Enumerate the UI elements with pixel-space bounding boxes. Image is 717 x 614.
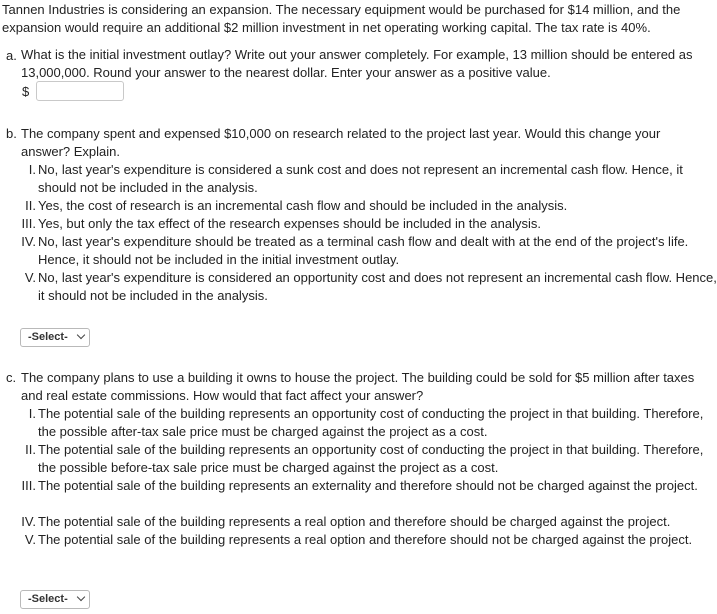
option-number: V.: [24, 270, 36, 285]
currency-symbol: $: [22, 84, 30, 99]
question-c-label: c.: [6, 370, 17, 385]
option-number: III.: [21, 478, 36, 493]
option-text: The potential sale of the building represents a real option and therefore should be charged against the project.: [38, 514, 671, 529]
initial-investment-input[interactable]: [36, 81, 124, 101]
select-value: -Select-: [28, 331, 68, 343]
option-number: IV.: [21, 234, 36, 249]
select-value: -Select-: [28, 593, 68, 605]
option-text: Yes, the cost of research is an incremental cash flow and should be included in the analysis.: [38, 198, 568, 213]
answer-b-select[interactable]: [20, 328, 90, 347]
question-b-label: b.: [6, 126, 17, 141]
option-text: The potential sale of the building represents an opportunity cost of conducting the project in that building. Therefore, the possible before-tax sale price must be charged against the project as a cost.: [38, 442, 704, 475]
question-b-text: The company spent and expensed $10,000 on research related to the project last year. Would this change your answer? Explain.: [21, 126, 661, 159]
answer-c-select[interactable]: [20, 590, 90, 609]
chevron-down-icon: [77, 331, 85, 339]
option-number: IV.: [21, 514, 36, 529]
option-number: II.: [25, 442, 36, 457]
option-number: V.: [24, 532, 36, 547]
question-a-text: What is the initial investment outlay? Write out your answer completely. For example, 13 million should be entered as 13,000,000. Round your answer to the nearest dollar. Enter your answer as a positive value.: [21, 47, 693, 80]
option-text: The potential sale of the building represents an externality and therefore should not be charged against the project.: [38, 478, 698, 493]
question-c-text: The company plans to use a building it owns to house the project. The building could be sold for $5 million after taxes and real estate commissions. How would that fact affect your answer?: [21, 370, 695, 403]
option-text: The potential sale of the building represents an opportunity cost of conducting the project in that building. Therefore, the possible after-tax sale price must be charged against the project as a cost.: [38, 406, 704, 439]
option-text: No, last year's expenditure is considered a sunk cost and does not represent an incremental cash flow. Hence, it should not be included in the analysis.: [38, 162, 683, 195]
option-text: No, last year's expenditure is considered an opportunity cost and does not represent an incremental cash flow. Hence, it should not be included in the analysis.: [38, 270, 717, 303]
option-number: I.: [28, 162, 36, 177]
question-a-label: a.: [6, 48, 17, 63]
option-number: I.: [28, 406, 36, 421]
chevron-down-icon: [77, 593, 85, 601]
option-text: The potential sale of the building represents a real option and therefore should not be charged against the project.: [38, 532, 693, 547]
problem-intro: Tannen Industries is considering an expansion. The necessary equipment would be purchased for $14 million, and the expansion would require an additional $2 million investment in net operating working capital. The tax rate is 40%.: [2, 2, 681, 35]
option-number: II.: [25, 198, 36, 213]
option-text: Yes, but only the tax effect of the research expenses should be included in the analysis.: [38, 216, 541, 231]
option-text: No, last year's expenditure should be treated as a terminal cash flow and dealt with at the end of the project's life. Hence, it should not be included in the initial investment outlay.: [38, 234, 689, 267]
option-number: III.: [21, 216, 36, 231]
